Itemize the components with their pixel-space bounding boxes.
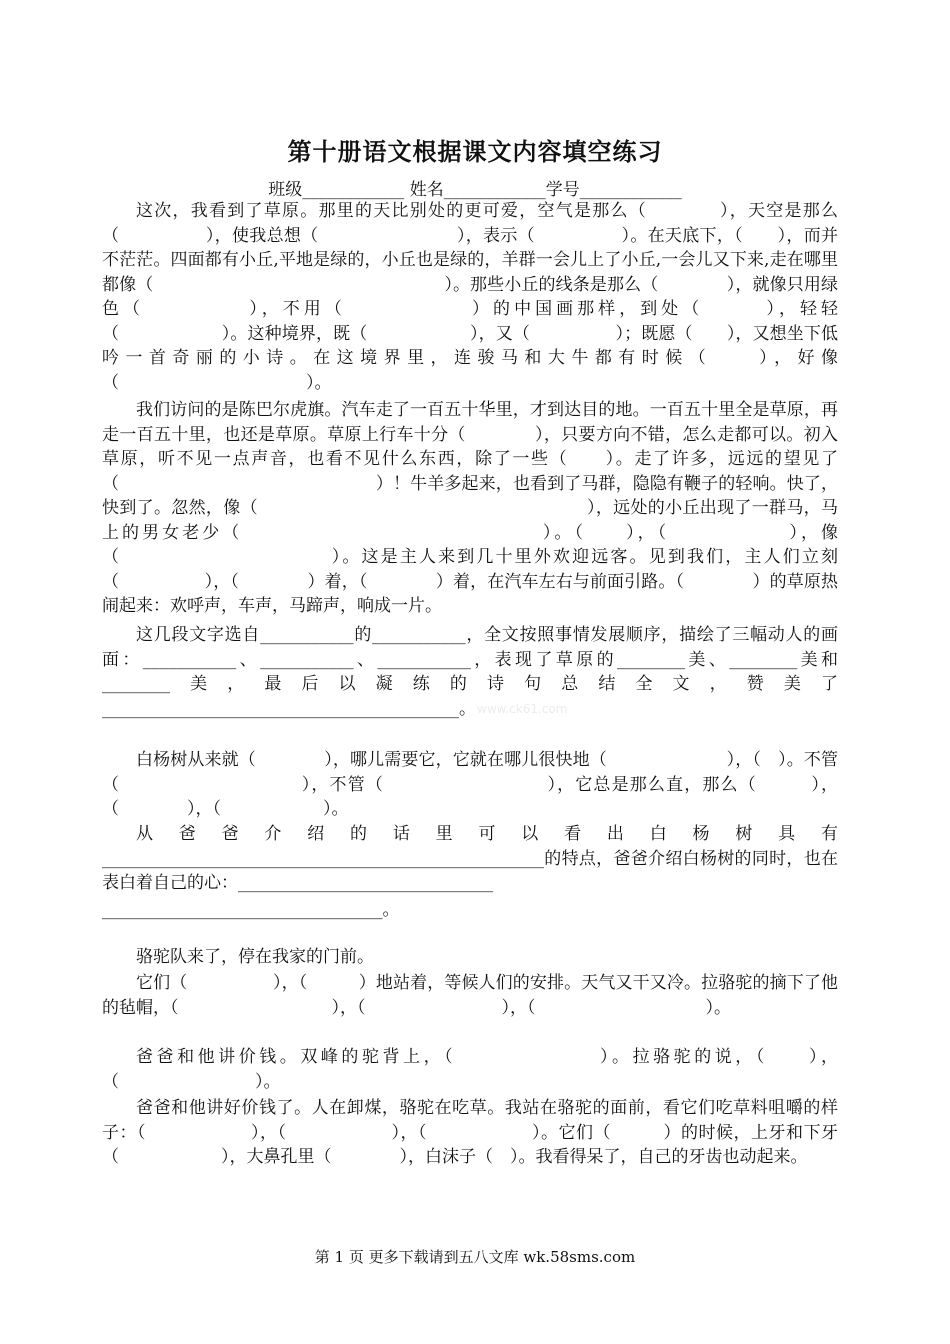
page-footer: 第 1 页 更多下载请到五八文库 wk.58sms.com xyxy=(314,1248,636,1266)
paragraph-camels-chewing: 爸爸和他讲好价钱了。人在卸煤，骆驼在吃草。我站在骆驼的面前，看它们吃草料咀嚼的样子：（ ），（ ），（ ）。它们（ ）的时候，上牙和下牙（ ），大鼻孔里（ ），白沫子（ ）。我看得呆了，自己的牙齿也动起来。 xyxy=(102,1098,838,1167)
paragraph-camels-arrive: 骆驼队来了，停在我家的门前。 xyxy=(136,947,374,967)
paragraph-camels-standing: 它们（ ），（ ）地站着，等候人们的安排。天气又干又冷。拉骆驼的摘下了他的毡帽，（ ），（ ），（ ）。 xyxy=(102,973,838,1018)
paragraph-grassland-scenery: 这次，我看到了草原。那里的天比别处的更可爱，空气是那么（ ），天空是那么（ ），使我总想（ ），表示（ ）。在天底下，（ ），而并不茫茫。四面都有小丘,平地是绿的，小丘也是绿的，羊群一会儿上了小丘,一会儿又下来,走在哪里都像（ ）。那些小丘的线条是那么（ ），就像只用绿色（ ），不用（ ）的中国画那样，到处（ ），轻轻（ ）。这种境界，既（ ），又（ ）；既愿（ ），又想坐下低吟一首奇丽的小诗。在这境界里，连骏马和大牛都有时候（ ），好像（ ）。 xyxy=(102,201,838,393)
paragraph-grassland-summary: 这几段文字选自___________的___________，全文按照事情发展顺序，描绘了三幅动人的画面：___________、___________、___________，表现了草原的________美、________美和________美，最后以凝练的诗句总结全文，赞美了__________________________________________。 xyxy=(102,625,838,719)
paragraph-poplar-question: 从爸爸介绍的话里可以看出白杨树具有____________________________________________________的特点，爸爸介绍白杨树的同时，也在表白着自己的心：______________________________ xyxy=(102,824,838,893)
paragraph-price-talk: 爸爸和他讲价钱。双峰的驼背上，（ ）。拉骆驼的说，（ ），（ ）。 xyxy=(102,1047,838,1092)
student-info-line: 班级____________ 姓名____________学号____________ xyxy=(268,180,682,200)
paragraph-grassland-visit: 我们访问的是陈巴尔虎旗。汽车走了一百五十华里，才到达目的地。一百五十里全是草原，再走一百五十里，也还是草原。草原上行车十分（ ），只要方向不错，怎么走都可以。初入草原，听不见一点声音，也看不见什么东西，除了一些（ ）。走了许多，远远的望见了（ ）！牛羊多起来，也看到了马群，隐隐有鞭子的轻响。快了，快到了。忽然，像（ ），远处的小丘出现了一群马，马上的男女老少（ ）。（ ），（ ），像（ ）。这是主人来到几十里外欢迎远客。见到我们，主人们立刻（ ），（ ）着，（ ）着，在汽车左右与前面引路。（ ）的草原热闹起来：欢呼声，车声，马蹄声，响成一片。 xyxy=(102,400,838,616)
paragraph-poplar-tree: 白杨树从来就（ ），哪儿需要它，它就在哪儿很快地（ ），（ ）。不管（ ），不管（ ），它总是那么直，那么（ ），（ ），（ ）。 xyxy=(102,750,838,819)
watermark: www.ck61.com xyxy=(477,702,568,716)
paragraph-poplar-answer-line: _________________________________。 xyxy=(102,900,400,920)
page-title: 第十册语文根据课文内容填空练习 xyxy=(287,137,663,166)
